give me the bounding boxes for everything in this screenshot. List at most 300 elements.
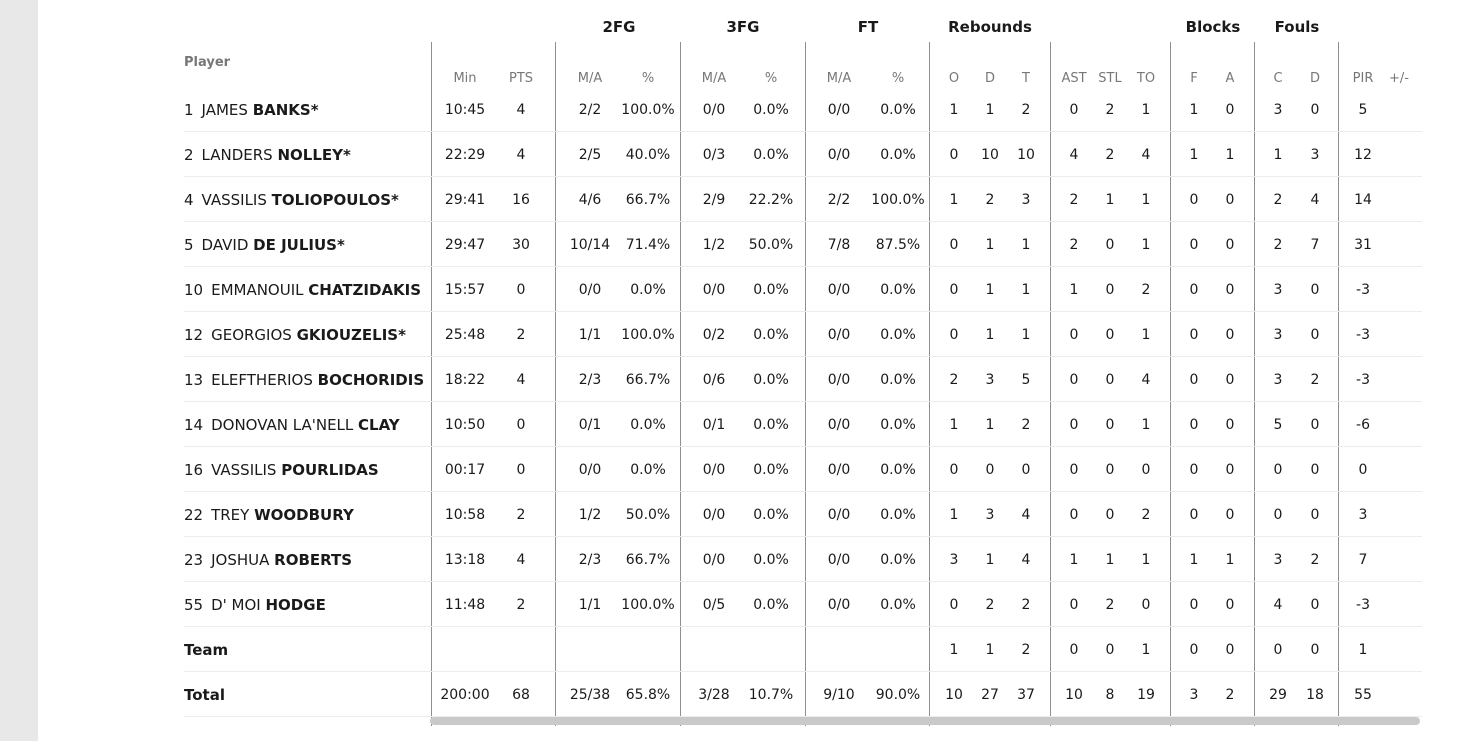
stat-cell: 10 xyxy=(1065,686,1083,703)
stat-cell: 2/9 xyxy=(702,191,726,208)
stat-cell: 10:45 xyxy=(444,101,486,118)
team-label: Team xyxy=(184,640,229,659)
stat-cell: 2 xyxy=(1310,371,1320,388)
stat-cell: 4 xyxy=(516,101,526,118)
stat-cell: 66.7% xyxy=(625,371,671,388)
stat-cell: 10.7% xyxy=(748,686,794,703)
stat-cell: 2 xyxy=(1021,596,1031,613)
stat-cell: 0 xyxy=(1021,461,1031,478)
stat-cell: 0 xyxy=(1141,596,1151,613)
stat-cell: 4 xyxy=(1021,506,1031,523)
stat-cell: 0 xyxy=(1069,371,1079,388)
stat-cell: 0 xyxy=(1273,641,1283,658)
stat-cell: 0 xyxy=(1105,236,1115,253)
stat-cell: 1 xyxy=(1141,326,1151,343)
stat-cell: 0 xyxy=(1189,596,1199,613)
stat-cell: 0 xyxy=(1225,596,1235,613)
stat-cell: 0 xyxy=(1310,416,1320,433)
stat-cell: 3 xyxy=(1310,146,1320,163)
column-header[interactable]: F xyxy=(1190,71,1198,86)
stat-cell: 1 xyxy=(949,641,959,658)
stat-cell: 1 xyxy=(1021,326,1031,343)
stat-cell: 3 xyxy=(985,371,995,388)
player-last-name: DE JULIUS* xyxy=(253,235,345,254)
player-last-name: CHATZIDAKIS xyxy=(308,280,422,299)
stat-cell: 0 xyxy=(1069,596,1079,613)
stat-cell: 1 xyxy=(1021,236,1031,253)
stat-cell: 0 xyxy=(949,326,959,343)
stat-cell: 1 xyxy=(1189,551,1199,568)
stat-cell: 0/0 xyxy=(827,101,851,118)
stat-cell: 10/14 xyxy=(569,236,611,253)
player-first-name: VASSILIS xyxy=(211,460,277,479)
table-row xyxy=(184,312,1422,357)
stat-cell: 1 xyxy=(985,641,995,658)
stat-cell: 0.0% xyxy=(630,416,666,433)
stat-cell: 0.0% xyxy=(880,281,916,298)
stat-cell: 2 xyxy=(1105,596,1115,613)
player-first-name: ELEFTHERIOS xyxy=(211,370,313,389)
stat-cell: -3 xyxy=(1356,596,1370,613)
table-row xyxy=(184,447,1422,492)
stat-cell: 10 xyxy=(981,146,999,163)
player-name xyxy=(184,191,399,209)
stat-cell: 0 xyxy=(1189,416,1199,433)
stat-cell: 16 xyxy=(512,191,530,208)
stat-cell: 18:22 xyxy=(444,371,486,388)
stat-cell: 1 xyxy=(1141,191,1151,208)
column-header[interactable]: M/A xyxy=(577,71,603,86)
player-name xyxy=(184,596,326,614)
stat-cell: 3 xyxy=(1273,551,1283,568)
stat-cell: 200:00 xyxy=(440,686,490,703)
stat-cell: 0.0% xyxy=(753,326,789,343)
stat-cell: 0.0% xyxy=(880,146,916,163)
stat-cell: 3/28 xyxy=(698,686,730,703)
player-first-name: JOSHUA xyxy=(211,550,270,569)
stat-cell: 5 xyxy=(1273,416,1283,433)
stat-cell: 10:50 xyxy=(444,416,486,433)
stat-cell: 0 xyxy=(1189,461,1199,478)
player-number: 22 xyxy=(184,505,204,524)
player-first-name: DONOVAN LA'NELL xyxy=(211,415,354,434)
stat-cell: 0 xyxy=(1189,236,1199,253)
stat-cell: 3 xyxy=(949,551,959,568)
table-row xyxy=(184,492,1422,537)
table-row xyxy=(184,537,1422,582)
column-header[interactable]: O xyxy=(948,71,960,86)
stat-cell: 0 xyxy=(1189,326,1199,343)
horizontal-scrollbar[interactable] xyxy=(430,717,1420,725)
stat-cell: 1 xyxy=(949,416,959,433)
stat-cell: 0.0% xyxy=(753,596,789,613)
stat-cell: 29:47 xyxy=(444,236,486,253)
stat-cell: 19 xyxy=(1137,686,1155,703)
stat-cell: 2/2 xyxy=(578,101,602,118)
stat-cell: 2 xyxy=(1141,281,1151,298)
player-number: 55 xyxy=(184,595,204,614)
stat-cell: 0 xyxy=(1189,506,1199,523)
stat-cell: 2 xyxy=(516,596,526,613)
column-header[interactable]: M/A xyxy=(701,71,727,86)
total-label: Total xyxy=(184,685,225,704)
table-row xyxy=(184,87,1422,132)
stat-cell: 0/0 xyxy=(702,551,726,568)
player-number: 2 xyxy=(184,145,194,164)
stat-cell: 11:48 xyxy=(444,596,486,613)
stat-cell: 13:18 xyxy=(444,551,486,568)
stat-cell: 1 xyxy=(1141,236,1151,253)
stat-cell: 1 xyxy=(1069,551,1079,568)
player-number: 16 xyxy=(184,460,204,479)
player-column-header: Player xyxy=(184,55,231,70)
stat-cell: 87.5% xyxy=(875,236,921,253)
table-row xyxy=(184,222,1422,267)
player-first-name: LANDERS xyxy=(201,145,273,164)
stat-cell: 0 xyxy=(1069,416,1079,433)
player-last-name: ROBERTS xyxy=(274,550,353,569)
stat-cell: 2 xyxy=(1021,641,1031,658)
stat-cell: 3 xyxy=(1273,326,1283,343)
table-row xyxy=(184,402,1422,447)
stat-cell: 0 xyxy=(1105,326,1115,343)
column-header[interactable]: STL xyxy=(1098,71,1122,86)
stat-cell: 0.0% xyxy=(753,416,789,433)
player-last-name: GKIOUZELIS* xyxy=(296,325,406,344)
stat-cell: -6 xyxy=(1356,416,1370,433)
player-first-name: EMMANOUIL xyxy=(211,280,304,299)
stat-cell: 0/0 xyxy=(578,461,602,478)
stat-cell: 2 xyxy=(1273,191,1283,208)
player-number: 13 xyxy=(184,370,204,389)
total-row xyxy=(184,672,1422,717)
stat-cell: 0 xyxy=(1225,326,1235,343)
player-first-name: GEORGIOS xyxy=(211,325,292,344)
stat-cell: 1 xyxy=(985,326,995,343)
group-header: Fouls xyxy=(1274,18,1320,36)
stat-cell: 71.4% xyxy=(625,236,671,253)
stat-cell: 2 xyxy=(985,596,995,613)
player-number: 12 xyxy=(184,325,204,344)
player-last-name: TOLIOPOULOS* xyxy=(271,190,399,209)
column-header[interactable]: PTS xyxy=(508,71,534,86)
stat-cell: 0/0 xyxy=(827,551,851,568)
stat-cell: 0 xyxy=(1225,236,1235,253)
stat-cell: 0/2 xyxy=(702,326,726,343)
stat-cell: 3 xyxy=(1273,101,1283,118)
column-header[interactable]: M/A xyxy=(826,71,852,86)
stat-cell: 2/5 xyxy=(578,146,602,163)
stat-cell: 1 xyxy=(949,101,959,118)
stat-cell: 1 xyxy=(1021,281,1031,298)
stat-cell: 0.0% xyxy=(880,101,916,118)
stat-cell: 2 xyxy=(516,506,526,523)
stat-cell: 0/1 xyxy=(702,416,726,433)
player-number: 4 xyxy=(184,190,194,209)
stat-cell: 7 xyxy=(1358,551,1368,568)
stat-cell: 0.0% xyxy=(880,416,916,433)
stat-cell: 0.0% xyxy=(753,461,789,478)
table-row xyxy=(184,357,1422,402)
stat-cell: 0 xyxy=(949,281,959,298)
stat-cell: 65.8% xyxy=(625,686,671,703)
group-header: Blocks xyxy=(1185,18,1241,36)
stat-cell: 0/0 xyxy=(702,506,726,523)
table-row xyxy=(184,132,1422,177)
stat-cell: 0/3 xyxy=(702,146,726,163)
stat-cell: 0 xyxy=(1069,461,1079,478)
stat-cell: 2 xyxy=(1069,236,1079,253)
stat-cell: -3 xyxy=(1356,326,1370,343)
stat-cell: 0 xyxy=(1225,101,1235,118)
player-first-name: VASSILIS xyxy=(201,190,267,209)
stat-cell: 100.0% xyxy=(621,101,675,118)
stat-cell: 0/0 xyxy=(702,281,726,298)
stat-cell: 1 xyxy=(1105,191,1115,208)
stat-cell: 0.0% xyxy=(880,326,916,343)
stat-cell: 1 xyxy=(1069,281,1079,298)
stat-cell: 0.0% xyxy=(880,371,916,388)
player-first-name: D' MOI xyxy=(211,595,261,614)
player-number: 5 xyxy=(184,235,194,254)
column-header[interactable]: +/- xyxy=(1389,71,1409,86)
stat-cell: 0.0% xyxy=(880,461,916,478)
column-header[interactable]: % xyxy=(641,71,655,86)
stat-cell: 2 xyxy=(516,326,526,343)
group-header: 2FG xyxy=(602,18,636,36)
stat-cell: 2 xyxy=(1273,236,1283,253)
stat-cell: 0 xyxy=(1069,101,1079,118)
stat-cell: 0 xyxy=(1310,101,1320,118)
stat-cell: 0 xyxy=(1225,641,1235,658)
stat-cell: 0/0 xyxy=(827,596,851,613)
stat-cell: 1 xyxy=(1141,551,1151,568)
stat-cell: 0/0 xyxy=(702,461,726,478)
stat-cell: 2 xyxy=(1021,101,1031,118)
stat-cell: 22.2% xyxy=(748,191,794,208)
stat-cell: 0/5 xyxy=(702,596,726,613)
column-header[interactable]: D xyxy=(984,71,996,86)
stat-cell: 0/0 xyxy=(702,101,726,118)
stat-cell: 66.7% xyxy=(625,551,671,568)
stat-cell: 0 xyxy=(949,236,959,253)
stat-cell: 3 xyxy=(1189,686,1199,703)
stat-cell: 25:48 xyxy=(444,326,486,343)
stat-cell: 1 xyxy=(985,281,995,298)
stat-cell: 7/8 xyxy=(827,236,851,253)
column-header[interactable]: % xyxy=(891,71,905,86)
stat-cell: 2/2 xyxy=(827,191,851,208)
stat-cell: 18 xyxy=(1306,686,1324,703)
stat-cell: 1 xyxy=(1225,146,1235,163)
stat-cell: 1 xyxy=(1141,101,1151,118)
player-name xyxy=(184,326,406,344)
stat-cell: 0/0 xyxy=(827,371,851,388)
stat-cell: 0 xyxy=(1141,461,1151,478)
stat-cell: 4 xyxy=(1141,371,1151,388)
stat-cell: 0/0 xyxy=(827,416,851,433)
column-header[interactable]: PIR xyxy=(1352,71,1374,86)
stat-cell: 0/0 xyxy=(827,281,851,298)
stat-cell: 0.0% xyxy=(753,551,789,568)
stat-cell: 0 xyxy=(1225,371,1235,388)
stat-cell: 2/3 xyxy=(578,551,602,568)
stat-cell: 2 xyxy=(949,371,959,388)
stat-cell: 5 xyxy=(1358,101,1368,118)
stat-cell: 0 xyxy=(1189,191,1199,208)
stat-cell: 2 xyxy=(985,191,995,208)
stat-cell: 1 xyxy=(985,101,995,118)
stat-cell: 0 xyxy=(1225,461,1235,478)
stat-cell: 2 xyxy=(1141,506,1151,523)
stat-cell: 0.0% xyxy=(753,281,789,298)
stat-cell: 4 xyxy=(1141,146,1151,163)
stat-cell: 4 xyxy=(516,146,526,163)
stat-cell: 68 xyxy=(512,686,530,703)
stat-cell: 90.0% xyxy=(875,686,921,703)
stat-cell: 0 xyxy=(1069,506,1079,523)
stat-cell: 1 xyxy=(1358,641,1368,658)
left-gutter xyxy=(0,0,38,741)
stat-cell: 1 xyxy=(949,191,959,208)
stat-cell: 0.0% xyxy=(753,506,789,523)
stat-cell: 0 xyxy=(1225,191,1235,208)
stat-cell: 2 xyxy=(1225,686,1235,703)
stat-cell: 1 xyxy=(1189,146,1199,163)
stat-cell: 27 xyxy=(981,686,999,703)
stat-cell: 3 xyxy=(1273,281,1283,298)
column-header[interactable]: D xyxy=(1309,71,1321,86)
stat-cell: 1 xyxy=(1225,551,1235,568)
stat-cell: 1 xyxy=(1105,551,1115,568)
player-first-name: TREY xyxy=(211,505,250,524)
stat-cell: 4 xyxy=(516,371,526,388)
stat-cell: 15:57 xyxy=(444,281,486,298)
column-header[interactable]: T xyxy=(1022,71,1030,86)
stat-cell: 0.0% xyxy=(630,281,666,298)
stat-cell: 3 xyxy=(1358,506,1368,523)
stat-cell: 10 xyxy=(945,686,963,703)
stat-cell: 4 xyxy=(1021,551,1031,568)
stat-cell: 0 xyxy=(1273,506,1283,523)
stat-cell: 0 xyxy=(1189,641,1199,658)
stat-cell: 29:41 xyxy=(444,191,486,208)
stat-cell: 0/0 xyxy=(827,146,851,163)
stat-cell: 4 xyxy=(1273,596,1283,613)
player-first-name: DAVID xyxy=(201,235,249,254)
stat-cell: 0 xyxy=(1273,461,1283,478)
player-name xyxy=(184,551,352,569)
player-last-name: WOODBURY xyxy=(254,505,354,524)
stat-cell: 0/0 xyxy=(827,506,851,523)
stat-cell: 14 xyxy=(1354,191,1372,208)
stat-cell: 0 xyxy=(1105,506,1115,523)
stat-cell: 0 xyxy=(949,146,959,163)
stat-cell: 3 xyxy=(1021,191,1031,208)
stat-cell: 29 xyxy=(1269,686,1287,703)
stat-cell: 7 xyxy=(1310,236,1320,253)
stat-cell: 2 xyxy=(1310,551,1320,568)
stat-cell: 25/38 xyxy=(569,686,611,703)
stat-cell: 0.0% xyxy=(630,461,666,478)
column-header[interactable]: Min xyxy=(453,71,477,86)
stat-cell: 0/0 xyxy=(827,461,851,478)
column-header[interactable]: AST xyxy=(1061,71,1087,86)
column-header[interactable]: C xyxy=(1273,71,1283,86)
team-row xyxy=(184,627,1422,672)
table-row xyxy=(184,267,1422,312)
column-header[interactable]: A xyxy=(1225,71,1235,86)
stat-cell: 9/10 xyxy=(823,686,855,703)
table-row xyxy=(184,582,1422,627)
stat-cell: 0.0% xyxy=(753,146,789,163)
stat-cell: 0 xyxy=(1105,371,1115,388)
stat-cell: 4/6 xyxy=(578,191,602,208)
stat-cell: 4 xyxy=(1069,146,1079,163)
stat-cell: 0 xyxy=(516,281,526,298)
stat-cell: 12 xyxy=(1354,146,1372,163)
stat-cell: 0/1 xyxy=(578,416,602,433)
stat-cell: 10 xyxy=(1017,146,1035,163)
stat-cell: 100.0% xyxy=(621,596,675,613)
stat-cell: 2 xyxy=(1105,101,1115,118)
stat-cell: 0 xyxy=(1105,461,1115,478)
stat-cell: 2 xyxy=(1105,146,1115,163)
stat-cell: 0 xyxy=(1189,371,1199,388)
player-name xyxy=(184,461,379,479)
player-name xyxy=(184,371,424,389)
stat-cell: -3 xyxy=(1356,371,1370,388)
stat-cell: 1 xyxy=(985,551,995,568)
stat-cell: 0 xyxy=(1310,641,1320,658)
stat-cell: 0 xyxy=(516,461,526,478)
stat-cell: 1 xyxy=(985,416,995,433)
stat-cell: -3 xyxy=(1356,281,1370,298)
group-header: 3FG xyxy=(726,18,760,36)
stat-cell: 1/1 xyxy=(578,326,602,343)
stat-cell: 55 xyxy=(1354,686,1372,703)
stat-cell: 0 xyxy=(1310,596,1320,613)
player-number: 23 xyxy=(184,550,204,569)
stat-cell: 3 xyxy=(1273,371,1283,388)
player-name xyxy=(184,281,421,299)
stat-cell: 0 xyxy=(1105,641,1115,658)
stat-cell: 1 xyxy=(1141,416,1151,433)
column-header[interactable]: TO xyxy=(1136,71,1156,86)
stat-cell: 0 xyxy=(985,461,995,478)
player-last-name: CLAY xyxy=(358,415,400,434)
stat-cell: 0 xyxy=(949,461,959,478)
player-name xyxy=(184,236,345,254)
stat-cell: 0 xyxy=(1105,416,1115,433)
stat-cell: 0/0 xyxy=(827,326,851,343)
stat-cell: 0.0% xyxy=(880,596,916,613)
stat-cell: 1 xyxy=(949,506,959,523)
group-header: FT xyxy=(857,18,879,36)
stat-cell: 0 xyxy=(1225,506,1235,523)
column-header[interactable]: % xyxy=(764,71,778,86)
stat-cell: 00:17 xyxy=(444,461,486,478)
player-last-name: BANKS* xyxy=(252,100,319,119)
player-last-name: NOLLEY* xyxy=(277,145,351,164)
player-name xyxy=(184,506,354,524)
stat-cell: 1/2 xyxy=(578,506,602,523)
stat-cell: 2 xyxy=(1021,416,1031,433)
stat-cell: 0 xyxy=(1225,416,1235,433)
stat-cell: 8 xyxy=(1105,686,1115,703)
group-header: Rebounds xyxy=(948,18,1032,36)
player-first-name: JAMES xyxy=(201,100,248,119)
